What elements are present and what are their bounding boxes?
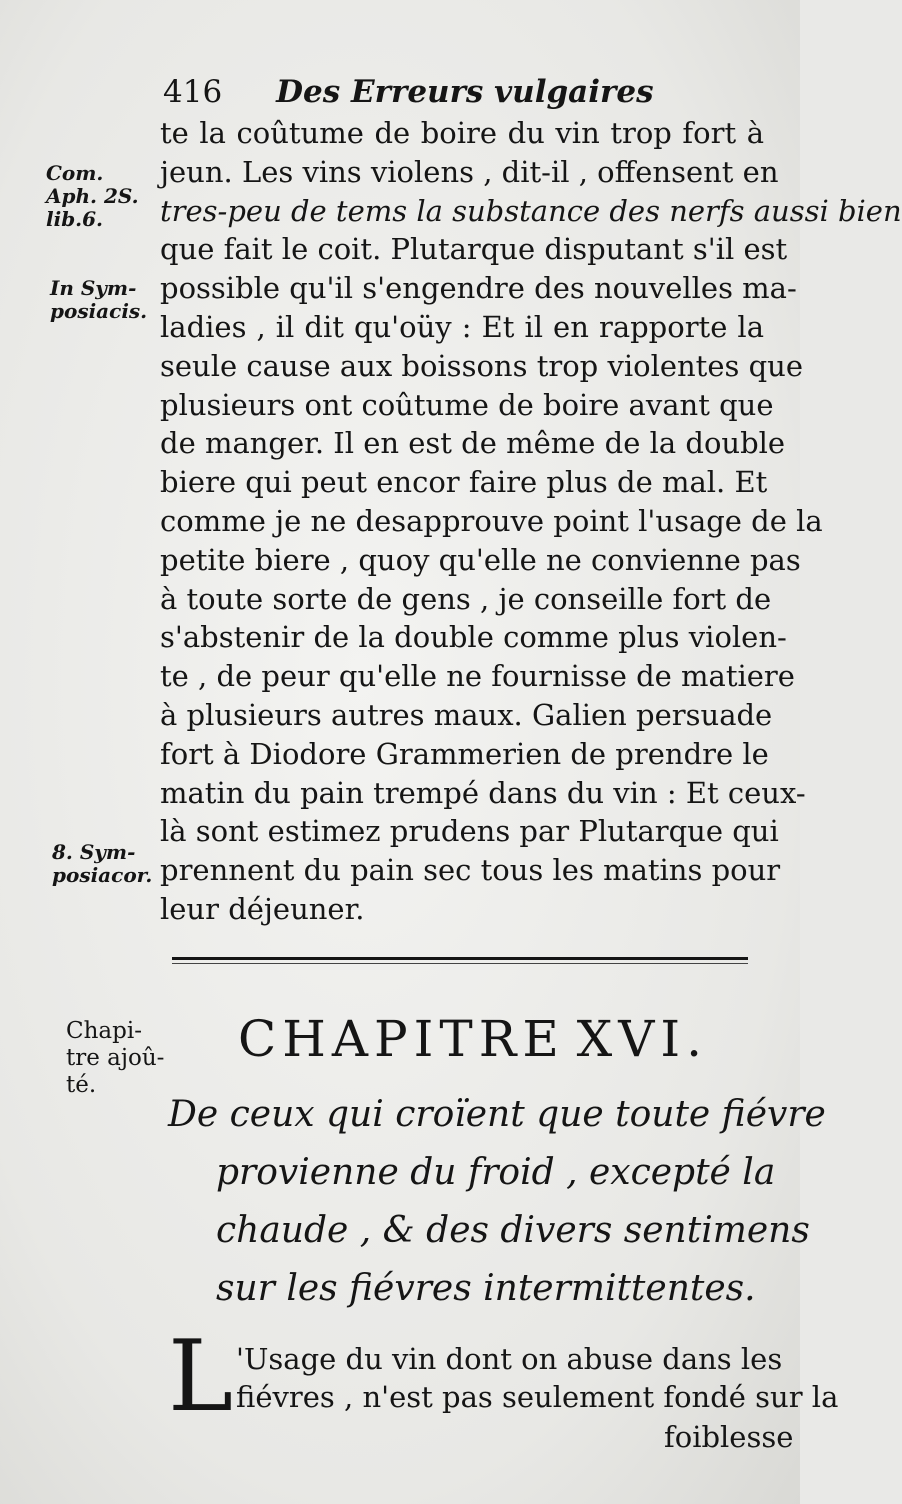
margin-note-line: tre ajoû- <box>66 1045 165 1071</box>
margin-note-line: Aph. 2S. <box>46 184 139 208</box>
body-line: fort à Diodore Grammerien de prendre le <box>160 736 769 771</box>
body-line: là sont estimez prudens par Plutarque qui <box>160 814 779 849</box>
section-rule-thin <box>172 963 748 964</box>
margin-note-line: posiacor. <box>52 863 153 887</box>
margin-note-symposiacor <box>52 841 152 887</box>
body-line: matin du pain trempé dans du vin : Et ceux- <box>160 775 806 810</box>
margin-note-symposiacis <box>50 277 147 323</box>
running-header <box>163 74 663 114</box>
opening-line: 'Usage du vin dont on abuse dans les <box>236 1342 783 1376</box>
margin-note-line: 8. Sym- <box>52 840 136 864</box>
body-line: seule cause aux boissons trop violentes que <box>160 348 803 383</box>
body-line: possible qu'il s'engendre des nouvelles ma- <box>160 271 797 306</box>
margin-note-line: posiacis. <box>50 299 148 323</box>
body-line: à toute sorte de gens , je conseille fort de <box>160 581 772 616</box>
chapter-title-word: CHAPITRE <box>238 1010 565 1068</box>
body-line: jeun. Les vins violens , dit-il , offensent en <box>160 154 779 189</box>
drop-cap: L <box>168 1320 234 1434</box>
chapter-subtitle <box>168 1086 826 1318</box>
body-line: tres-peu de tems la substance des nerfs aussi bien <box>160 193 902 228</box>
page-number: 416 <box>163 74 223 110</box>
margin-note-chapitre <box>66 1018 164 1099</box>
chapter-subtitle-line: chaude , & des divers sentimens <box>216 1210 810 1251</box>
body-line: petite biere , quoy qu'elle ne convienne pas <box>160 542 801 577</box>
body-line: à plusieurs autres maux. Galien persuade <box>160 697 773 732</box>
body-line: ladies , il dit qu'oüy : Et il en rapporte la <box>160 309 764 344</box>
margin-note-line: té. <box>66 1072 97 1098</box>
body-line: plusieurs ont coûtume de boire avant que <box>160 387 774 422</box>
body-line: biere qui peut encor faire plus de mal. Et <box>160 465 768 500</box>
margin-note-line: Chapi- <box>66 1018 142 1044</box>
margin-note-com <box>46 162 139 231</box>
body-line: te , de peur qu'elle ne fournisse de matiere <box>160 659 795 694</box>
body-line: s'abstenir de la double comme plus violen- <box>160 620 787 655</box>
chapter-title <box>238 1010 708 1068</box>
running-title: Des Erreurs vulgaires <box>276 74 654 110</box>
margin-note-line: Com. <box>46 161 104 185</box>
chapter-subtitle-line: De ceux qui croïent que toute fiévre <box>168 1094 826 1135</box>
body-line: te la coûtume de boire du vin trop fort à <box>160 116 764 150</box>
body-line: de manger. Il en est de même de la double <box>160 426 786 461</box>
chapter-subtitle-line: sur les fiévres intermittentes. <box>216 1268 756 1309</box>
body-line: que fait le coit. Plutarque disputant s'il est <box>160 232 788 267</box>
body-line: leur déjeuner. <box>160 891 365 926</box>
margin-note-line: lib.6. <box>46 207 104 231</box>
body-line: prennent du pain sec tous les matins pour <box>160 853 781 888</box>
chapter-number: XVI. <box>576 1010 708 1068</box>
opening-line: fiévres , n'est pas seulement fondé sur la <box>236 1380 839 1414</box>
margin-note-line: In Sym- <box>50 276 137 300</box>
catchword: foiblesse <box>664 1420 794 1454</box>
section-rule <box>172 957 748 960</box>
body-line: comme je ne desapprouve point l'usage de la <box>160 503 823 538</box>
opening-paragraph <box>236 1340 839 1416</box>
body-text <box>160 114 902 929</box>
chapter-subtitle-line: provienne du froid , excepté la <box>216 1152 776 1193</box>
